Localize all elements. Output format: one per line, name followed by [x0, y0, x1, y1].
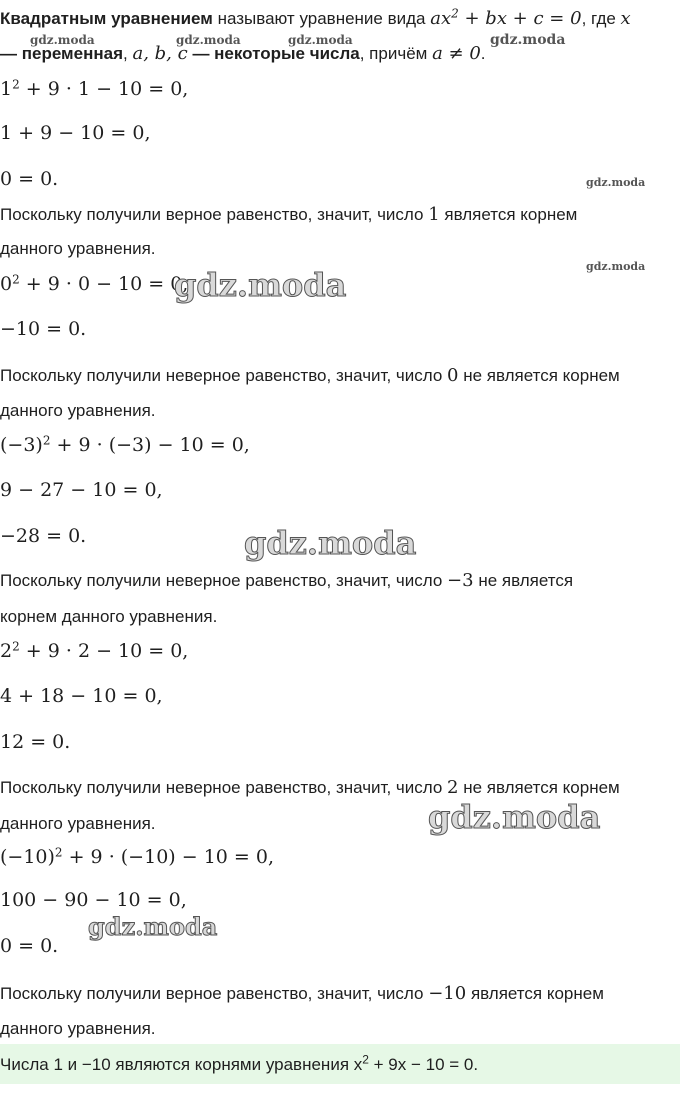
- answer-box: [0, 1044, 680, 1084]
- check-3-conclusion-end: корнем данного уравнения.: [0, 607, 218, 626]
- check-2-result: −10 = 0.: [0, 318, 87, 340]
- check-4-simplified: 4 + 18 − 10 = 0,: [0, 685, 163, 707]
- answer-equation: $x^2 + 9x - 10 = 0$.: [353, 1052, 479, 1074]
- check-5-conclusion-end: данного уравнения.: [0, 1019, 156, 1038]
- watermark-large: gdz.moda: [244, 524, 417, 562]
- watermark: gdz.moda: [586, 176, 646, 189]
- condition: a ≠ 0: [432, 43, 481, 64]
- general-form: $ax^2$ + bx + c = 0: [430, 6, 582, 29]
- definition-line-2: — переменная, a, b, c — некоторые числа, причём a ≠ 0.: [0, 43, 486, 64]
- coefficients: a, b, c: [132, 43, 188, 64]
- watermark: gdz.moda: [176, 33, 241, 47]
- check-1-conclusion: Поскольку получили верное равенство, значит, число 1 является корнем: [0, 204, 578, 225]
- watermark: gdz.moda: [288, 33, 353, 47]
- check-1-substitution: $1^2 + 9 \cdot 1 - 10 = 0$,: [0, 77, 189, 100]
- check-2-substitution: $0^2 + 9 \cdot 0 - 10 = 0$,: [0, 272, 189, 295]
- check-4-conclusion-end: данного уравнения.: [0, 814, 156, 833]
- term-quadratic-equation: Квадратным уравнением: [0, 9, 213, 28]
- check-3-result: −28 = 0.: [0, 525, 87, 547]
- watermark: gdz.moda: [490, 32, 566, 48]
- check-2-conclusion-end: данного уравнения.: [0, 401, 156, 420]
- answer-text: Числа 1 и −10 являются корнями уравнения $x^2 + 9x - 10 = 0$.: [0, 1052, 479, 1074]
- watermark-large: gdz.moda: [88, 912, 218, 941]
- check-4-conclusion: Поскольку получили неверное равенство, значит, число 2 не является корнем: [0, 777, 620, 798]
- check-2-conclusion: Поскольку получили неверное равенство, значит, число 0 не является корнем: [0, 365, 620, 386]
- watermark: gdz.moda: [30, 33, 95, 47]
- watermark-large: gdz.moda: [428, 798, 601, 836]
- check-5-substitution: $(-10)^2 + 9 \cdot (-10) - 10 = 0$,: [0, 845, 274, 868]
- check-3-conclusion: Поскольку получили неверное равенство, значит, число −3 не является: [0, 570, 574, 591]
- definition-line-1: Квадратным уравнением называют уравнение вида $ax^2$ + bx + c = 0, где x: [0, 6, 631, 29]
- check-5-conclusion: Поскольку получили верное равенство, значит, число −10 является корнем: [0, 983, 604, 1004]
- check-5-simplified: 100 − 90 − 10 = 0,: [0, 889, 187, 911]
- check-1-result: 0 = 0.: [0, 168, 59, 190]
- watermark-large: gdz.moda: [174, 266, 347, 304]
- check-1-conclusion-end: данного уравнения.: [0, 239, 156, 258]
- check-3-substitution: $(-3)^2 + 9 \cdot (-3) - 10 = 0$,: [0, 433, 250, 456]
- check-4-substitution: $2^2 + 9 \cdot 2 - 10 = 0$,: [0, 639, 189, 662]
- watermark: gdz.moda: [586, 260, 646, 273]
- check-3-simplified: 9 − 27 − 10 = 0,: [0, 479, 163, 501]
- check-1-simplified: 1 + 9 − 10 = 0,: [0, 122, 151, 144]
- check-5-result: 0 = 0.: [0, 935, 59, 957]
- check-4-result: 12 = 0.: [0, 731, 71, 753]
